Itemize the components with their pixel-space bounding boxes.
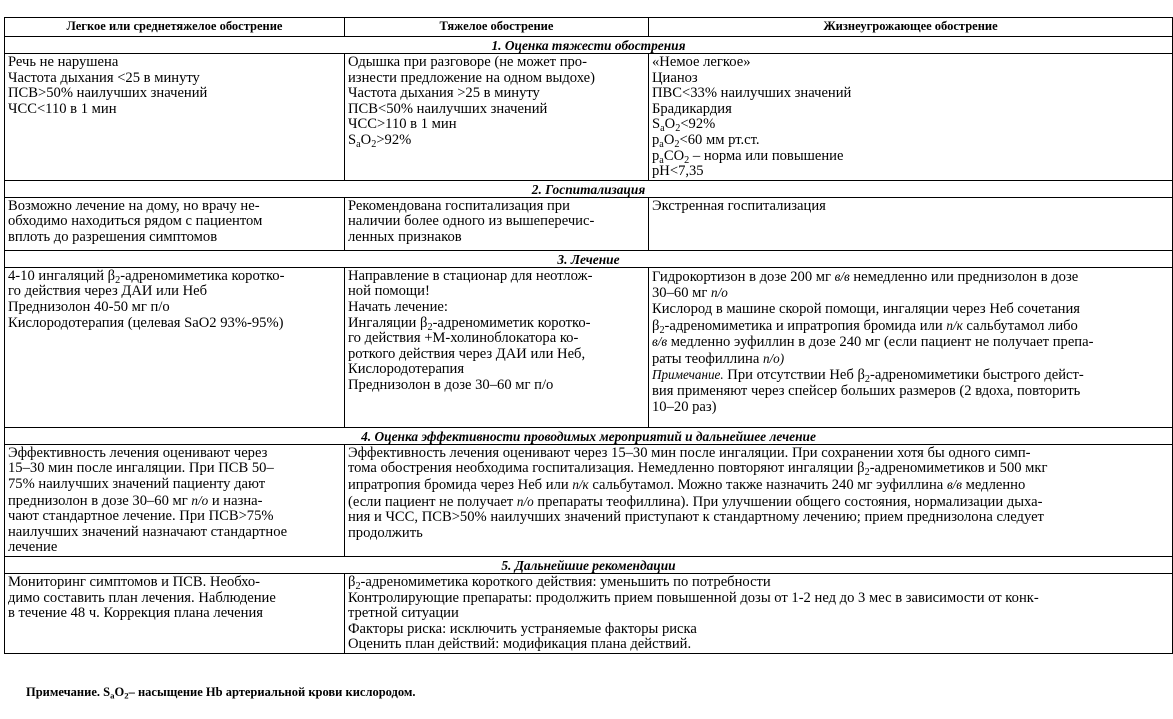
cell-line: ПСВ>50% наилучших значений xyxy=(8,85,208,102)
cell-line: $\beta_2$-адреномиметика и ипратропия бромида или п/к сальбутамол либо xyxy=(652,317,1078,336)
table-row xyxy=(5,197,1173,250)
cell-line: ПСВ<50% наилучших значений xyxy=(348,100,548,117)
cell-line: наилучших значений назначают стандартное xyxy=(8,523,288,540)
footnote: Примечание. $S_aO_2-$ насыщение Hb артериальной крови кислородом. xyxy=(26,685,416,701)
cell-line: роткого действия через ДАИ или Неб, xyxy=(348,345,586,362)
cell-line: 4-10 ингаляций $\beta_2$-адреномиметика коротко- xyxy=(8,267,285,286)
cell-line: Контролирующие препараты: продолжить прием повышенной дозы от 1-2 нед до 3 мес в зависимости от конк- xyxy=(348,589,1039,606)
cell-line: Одышка при разговоре (не может про- xyxy=(348,54,587,70)
cell-line: Частота дыхания <25 в минуту xyxy=(8,69,200,86)
cell-line: $S_aO_2<92\%$ xyxy=(652,116,716,135)
header-row xyxy=(5,18,1173,37)
cell-line: ЧСС>110 в 1 мин xyxy=(348,116,457,133)
cell-line: Мониторинг симптомов и ПСВ. Необхо- xyxy=(8,573,261,590)
table-row xyxy=(5,444,1173,556)
cell-line: раты теофиллина n/o) xyxy=(652,350,785,367)
cell-line: Эффективность лечения оценивают через xyxy=(8,444,268,461)
cell-line: обходимо находиться рядом с пациентом xyxy=(8,213,263,230)
cell-line: чают стандартное лечение. При ПСВ>75% xyxy=(8,508,274,525)
cell-line: Кислород в машине скорой помощи, ингаляции через Неб сочетания xyxy=(652,300,1080,317)
cell-line: 75% наилучших значений пациенту дают xyxy=(8,475,266,492)
cell-line: (если пациент не получает n/o препараты теофиллина). При улучшении общего состояния, нормализации дыха- xyxy=(348,493,1043,510)
cell-line: в течение 48 ч. Коррекция плана лечения xyxy=(8,605,263,622)
section-title-recommendations: 5. Дальнейшие рекомендации xyxy=(5,556,1173,573)
header-life-threatening: Жизнеугрожающее обострение xyxy=(649,18,1173,37)
cell-line: 15–30 мин после ингаляции. При ПСВ 50– xyxy=(8,460,274,477)
section-title-treatment: 3. Лечение xyxy=(5,250,1173,267)
cell-line: $S_aO_2>92\%$ xyxy=(348,131,412,151)
cell-line: в/в медленно эуфиллин в дозе 240 мг (если пациент не получает препа- xyxy=(652,334,1094,351)
cell-treat-mild xyxy=(5,267,345,427)
section-title-severity: 1. Оценка тяжести обострения xyxy=(5,37,1173,54)
cell-line: ЧСС<110 в 1 мин xyxy=(8,100,117,117)
cell-severity-severe xyxy=(345,54,649,181)
cell-recommend-mild xyxy=(5,573,345,653)
cell-line: 10–20 раз) xyxy=(652,398,717,415)
cell-line: 30–60 мг п/о xyxy=(652,285,728,302)
cell-line: вия применяют через спейсер больших размеров (2 вдоха, повторить xyxy=(652,382,1081,399)
cell-severity-life xyxy=(649,54,1173,181)
section-title-row xyxy=(5,180,1173,197)
cell-line: ПВС<33% наилучших значений xyxy=(652,85,852,102)
cell-treat-severe xyxy=(345,267,649,427)
cell-line: Возможно лечение на дому, но врачу не- xyxy=(8,197,260,214)
cell-line: $\beta_2$-адреномиметика короткого действия: уменьшить по потребности xyxy=(348,573,771,592)
cell-hosp-severe xyxy=(345,197,649,250)
table-row xyxy=(5,54,1173,181)
cell-line: ния и ЧСС, ПСВ>50% наилучших значений приступают к стандартному лечению; прием преднизолона следует xyxy=(348,509,1044,526)
section-title-row xyxy=(5,556,1173,573)
cell-line: Рекомендована госпитализация при xyxy=(348,197,570,214)
section-title-efficacy: 4. Оценка эффективности проводимых мероприятий и дальнейшее лечение xyxy=(5,427,1173,444)
section-title-row xyxy=(5,427,1173,444)
cell-severity-mild xyxy=(5,54,345,181)
header-mild: Легкое или среднетяжелое обострение xyxy=(5,18,345,37)
cell-line: Цианоз xyxy=(652,69,698,86)
cell-line: $p_aCO_2$ – норма или повышение xyxy=(652,147,844,166)
cell-line: «Немое легкое» xyxy=(652,54,751,70)
section-title-row xyxy=(5,250,1173,267)
cell-line: изнести предложение на одном выдохе) xyxy=(348,69,595,86)
cell-efficacy-mild xyxy=(5,444,345,556)
table-row xyxy=(5,267,1173,427)
cell-line: Преднизолон в дозе 30–60 мг п/о xyxy=(348,376,554,393)
table-row xyxy=(5,573,1173,653)
section-title-hospitalization: 2. Госпитализация xyxy=(5,180,1173,197)
cell-line: $p_aO_2<60$ мм рт.ст. xyxy=(652,131,760,151)
cell-line: Преднизолон 40-50 мг п/о xyxy=(8,298,170,315)
cell-line: Экстренная госпитализация xyxy=(652,197,826,214)
cell-hosp-mild xyxy=(5,197,345,250)
cell-line: Ингаляции $\beta_2$-адреномиметик коротко- xyxy=(348,314,591,333)
cell-line: лечение xyxy=(8,539,58,556)
cell-line: Кислородотерапия (целевая SaO2 93%-95%) xyxy=(8,314,284,331)
cell-line: Речь не нарушена xyxy=(8,54,119,70)
cell-line: Эффективность лечения оценивают через 15–30 мин после ингаляции. При сохранении хотя бы одного симп- xyxy=(348,444,1031,461)
cell-line: pH<7,35 xyxy=(652,163,704,180)
cell-line: Направление в стационар для неотлож- xyxy=(348,267,593,284)
cell-line: го действия через ДАИ или Неб xyxy=(8,283,208,300)
section-title-row xyxy=(5,37,1173,54)
cell-treat-life xyxy=(649,267,1173,427)
cell-line: Кислородотерапия xyxy=(348,361,465,378)
cell-efficacy-severe xyxy=(345,444,1173,556)
cell-line: Гидрокортизон в дозе 200 мг в/в немедленно или преднизолон в дозе xyxy=(652,268,1079,285)
cell-line: Брадикардия xyxy=(652,100,732,117)
cell-hosp-life xyxy=(649,197,1173,250)
cell-line: ипратропия бромида через Неб или п/к сальбутамол. Можно также назначить 240 мг эуфиллина в/в медленно xyxy=(348,476,1026,493)
cell-line: наличии более одного из вышеперечис- xyxy=(348,213,595,230)
exacerbation-table xyxy=(4,17,1173,654)
cell-line: Оценить план действий: модификация плана действий. xyxy=(348,636,692,653)
header-severe: Тяжелое обострение xyxy=(345,18,649,37)
cell-line: го действия +М-холиноблокатора ко- xyxy=(348,330,579,347)
cell-line: преднизолон в дозе 30–60 мг п/о и назна- xyxy=(8,492,263,509)
cell-line: тома обострения необходима госпитализация. Немедленно повторяют ингаляции $\beta_2$-адреномиметиков и 500 мкг xyxy=(348,460,1048,479)
cell-line: вплоть до разрешения симптомов xyxy=(8,228,218,245)
cell-line: третной ситуации xyxy=(348,605,459,622)
cell-line: Частота дыхания >25 в минуту xyxy=(348,85,540,102)
cell-line: ной помощи! xyxy=(348,283,430,300)
cell-line: димо составить план лечения. Наблюдение xyxy=(8,589,276,606)
cell-line: продолжить xyxy=(348,524,423,541)
cell-line: Начать лечение: xyxy=(348,298,448,315)
cell-line: Примечание. При отсутствии Неб $\beta_2$-адреномиметики быстрого дейст- xyxy=(652,367,1084,386)
cell-recommend-severe xyxy=(345,573,1173,653)
cell-line: Факторы риска: исключить устраняемые факторы риска xyxy=(348,620,697,637)
cell-line: ленных признаков xyxy=(348,228,462,245)
